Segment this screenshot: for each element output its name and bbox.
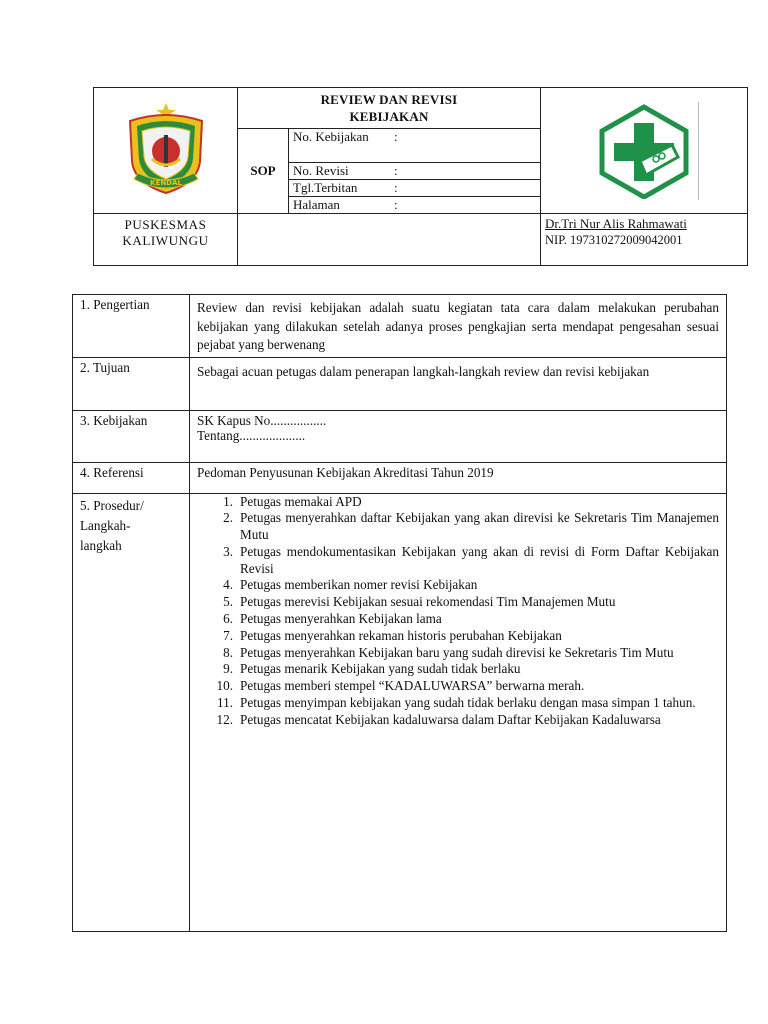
signer-name: Dr.Tri Nur Alis Rahmawati <box>545 216 687 231</box>
kebijakan-sk-line: SK Kapus No................. <box>197 412 327 428</box>
procedure-step-text: Petugas menarik Kebijakan yang sudah tidak berlaku <box>240 661 521 677</box>
prosedur-label-line-1: 5. Prosedur/ <box>80 497 144 513</box>
procedure-step-number: 4. <box>223 577 233 593</box>
procedure-step-text: Petugas menyerahkan rekaman historis perubahan Kebijakan <box>240 627 562 643</box>
institution-name <box>94 214 238 266</box>
procedure-step <box>197 678 719 695</box>
puskesmas-logo <box>596 103 692 199</box>
procedure-step <box>197 577 719 594</box>
signature-block <box>541 214 748 266</box>
meta-halaman <box>289 197 541 214</box>
kendal-regency-emblem <box>120 101 212 197</box>
procedure-step <box>197 594 719 611</box>
section-prosedur-steps <box>190 493 727 931</box>
procedure-step-number: 6. <box>223 611 233 627</box>
meta-label: Halaman <box>293 197 340 212</box>
procedure-step-number: 12. <box>216 711 233 727</box>
procedure-step-number: 7. <box>223 627 233 643</box>
procedure-step-text: Petugas menyerahkan daftar Kebijakan yang akan direvisi ke Sekretaris Tim Manajemen Mutu <box>240 510 719 543</box>
section-text-kebijakan <box>190 410 727 462</box>
procedure-step-number: 8. <box>223 644 233 660</box>
title-line-1: REVIEW DAN REVISI <box>320 92 458 107</box>
meta-no-kebijakan <box>289 129 541 163</box>
meta-label: Tgl.Terbitan <box>293 180 358 195</box>
procedure-step <box>197 510 719 544</box>
procedure-step-number: 3. <box>223 543 233 559</box>
procedure-step <box>197 712 719 729</box>
procedure-step-text: Petugas menyerahkan Kebijakan baru yang sudah direvisi ke Sekretaris Tim Mutu <box>240 644 674 660</box>
section-label-tujuan: 2. Tujuan <box>73 357 190 410</box>
procedure-step-text: Petugas memberi stempel “KADALUWARSA” berwarna merah. <box>240 678 585 694</box>
procedure-step-text: Petugas memakai APD <box>240 493 362 509</box>
procedure-step-text: Petugas mencatat Kebijakan kadaluwarsa dalam Daftar Kebijakan Kadaluwarsa <box>240 711 661 727</box>
meta-value: : <box>394 197 398 212</box>
procedure-step-number: 10. <box>216 678 233 694</box>
procedure-step-number: 2. <box>223 510 233 526</box>
section-text-tujuan: Sebagai acuan petugas dalam penerapan langkah-langkah review dan revisi kebijakan <box>190 357 727 410</box>
procedure-step-number: 1. <box>223 493 233 509</box>
title-line-2: KEBIJAKAN <box>349 109 429 124</box>
procedure-step-list <box>197 494 719 729</box>
section-label-pengertian: 1. Pengertian <box>73 295 190 358</box>
sop-label: SOP <box>238 129 289 214</box>
empty-center-cell <box>238 214 541 266</box>
procedure-step <box>197 695 719 712</box>
procedure-step-text: Petugas menyimpan kebijakan yang sudah tidak berlaku dengan masa simpan 1 tahun. <box>240 695 696 711</box>
procedure-step-number: 11. <box>217 695 233 711</box>
procedure-step-number: 5. <box>223 594 233 610</box>
procedure-step-text: Petugas memberikan nomer revisi Kebijakan <box>240 577 478 593</box>
prosedur-label-line-3: langkah <box>80 537 122 553</box>
signer-nip: NIP. 197310272009042001 <box>545 233 683 247</box>
document-title <box>238 88 541 129</box>
procedure-step <box>197 661 719 678</box>
meta-tgl-terbitan <box>289 180 541 197</box>
procedure-step <box>197 628 719 645</box>
procedure-step <box>197 645 719 662</box>
meta-value: : <box>394 129 398 144</box>
meta-value: : <box>394 163 398 178</box>
sop-header-table <box>93 87 748 266</box>
institution-line-2: KALIWUNGU <box>122 233 209 248</box>
procedure-step-text: Petugas merevisi Kebijakan sesuai rekomendasi Tim Manajemen Mutu <box>240 594 616 610</box>
procedure-step <box>197 494 719 511</box>
meta-value: : <box>394 180 398 195</box>
meta-label: No. Revisi <box>293 163 349 178</box>
meta-no-revisi <box>289 163 541 180</box>
right-logo-cell <box>541 88 748 214</box>
section-label-prosedur <box>73 493 190 931</box>
procedure-step <box>197 611 719 628</box>
kebijakan-tentang-line: Tentang.................... <box>197 428 306 443</box>
meta-label: No. Kebijakan <box>293 129 369 144</box>
section-label-referensi: 4. Referensi <box>73 462 190 493</box>
procedure-step <box>197 544 719 578</box>
procedure-step-text: Petugas mendokumentasikan Kebijakan yang akan di revisi di Form Daftar Kebijakan Revisi <box>240 543 719 576</box>
prosedur-label-line-2: Langkah- <box>80 517 131 533</box>
procedure-step-text: Petugas menyerahkan Kebijakan lama <box>240 611 442 627</box>
sop-body-table <box>72 294 727 932</box>
emblem-ribbon-text: KENDAL <box>149 178 182 187</box>
institution-line-1: PUSKESMAS <box>124 217 207 232</box>
section-label-kebijakan: 3. Kebijakan <box>73 410 190 462</box>
section-text-pengertian: Review dan revisi kebijakan adalah suatu kegiatan tata cara dalam melakukan perubahan kebijakan yang dilakukan setelah adanya proses pengkajian serta mendapat pengesahan sesuai pejabat yang berwenang <box>190 295 727 358</box>
section-text-referensi: Pedoman Penyusunan Kebijakan Akreditasi Tahun 2019 <box>190 462 727 493</box>
procedure-step-number: 9. <box>223 661 233 677</box>
left-logo-cell <box>94 88 238 214</box>
